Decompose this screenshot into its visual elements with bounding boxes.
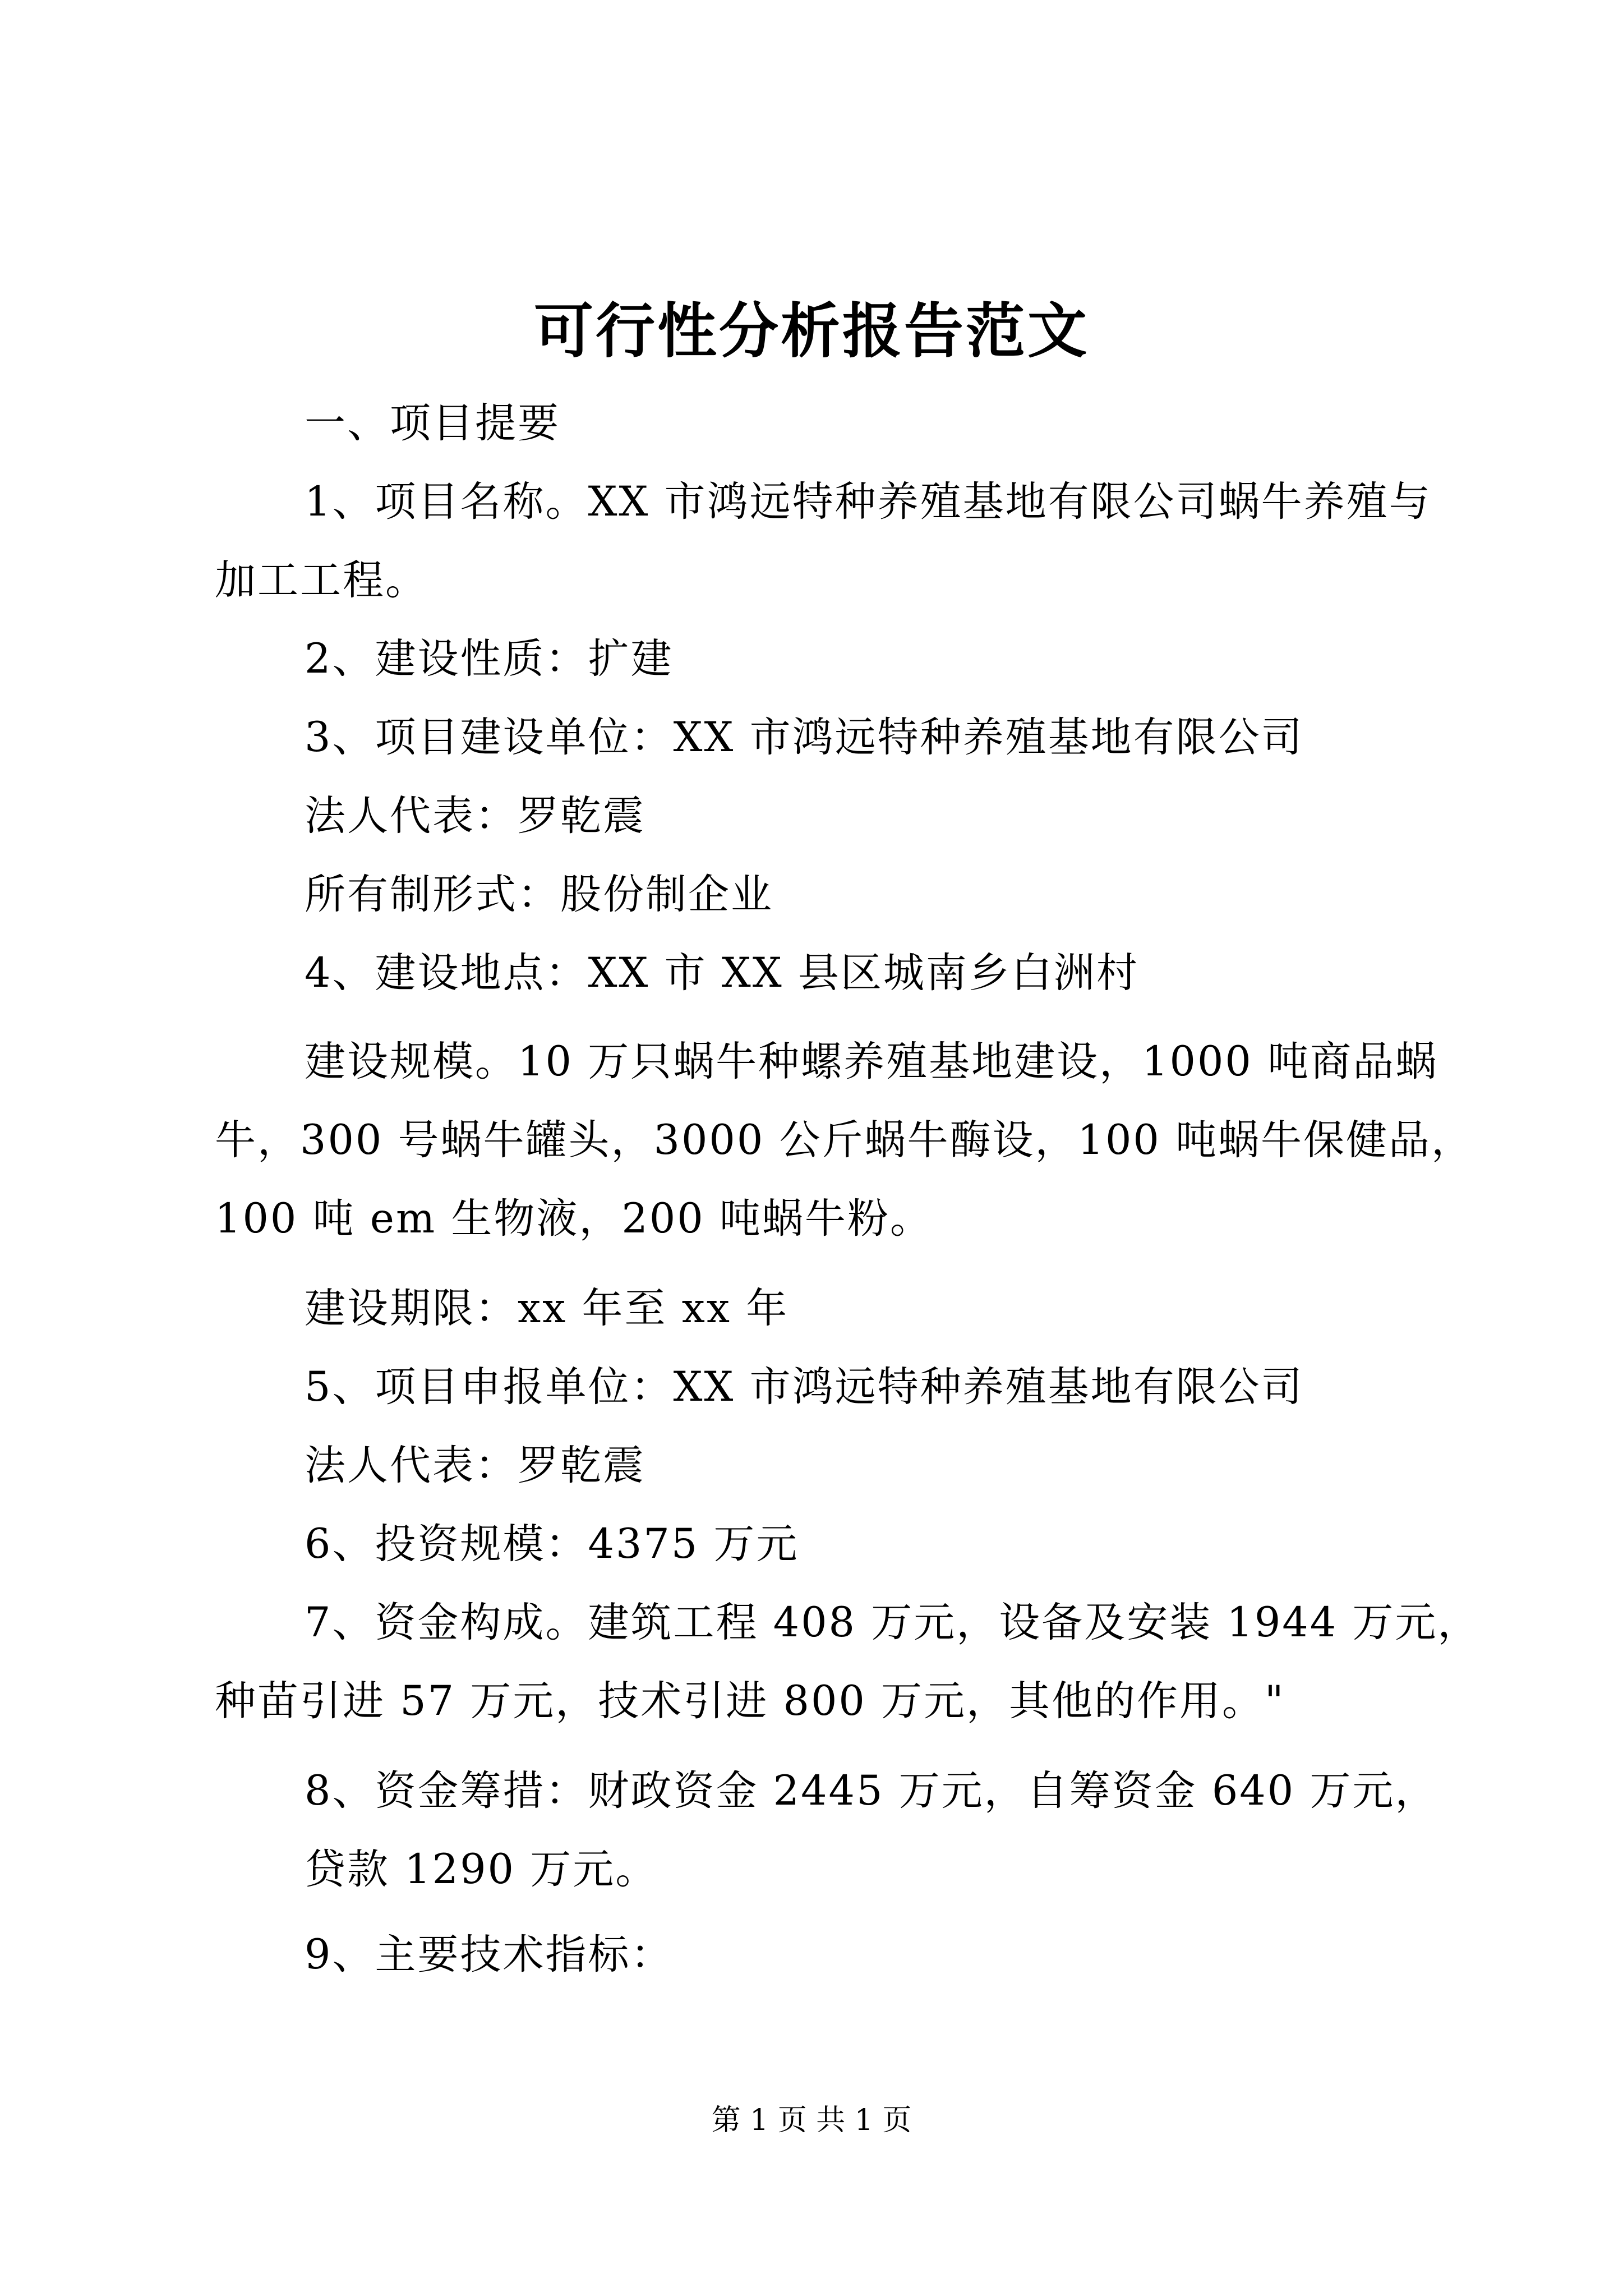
page-footer: 第 1 页 共 1 页 bbox=[711, 2104, 912, 2137]
paragraph-line: 1、项目名称。XX 市鸿远特种养殖基地有限公司蜗牛养殖与 bbox=[305, 478, 1432, 526]
paragraph-line: 法人代表：罗乾震 bbox=[305, 1442, 645, 1489]
paragraph-line: 100 吨 em 生物液，200 吨蜗牛粉。 bbox=[215, 1195, 933, 1243]
paragraph-line: 法人代表：罗乾震 bbox=[305, 792, 645, 840]
paragraph-line: 8、资金筹措：财政资金 2445 万元，自筹资金 640 万元， bbox=[305, 1767, 1438, 1815]
paragraph-line: 建设期限：xx 年至 xx 年 bbox=[305, 1285, 789, 1332]
paragraph-line: 6、投资规模：4375 万元 bbox=[305, 1520, 799, 1568]
paragraph-line: 9、主要技术指标： bbox=[305, 1931, 674, 1978]
paragraph-line: 建设规模。10 万只蜗牛种螺养殖基地建设，1000 吨商品蜗 bbox=[305, 1038, 1438, 1085]
document-title: 可行性分析报告范文 bbox=[534, 296, 1089, 366]
paragraph-line: 7、资金构成。建筑工程 408 万元，设备及安装 1944 万元， bbox=[305, 1599, 1481, 1646]
paragraph-line: 3、项目建设单位：XX 市鸿远特种养殖基地有限公司 bbox=[305, 714, 1304, 761]
paragraph-line: 4、建设地点：XX 市 XX 县区城南乡白洲村 bbox=[305, 949, 1139, 997]
paragraph-line: 加工工程。 bbox=[215, 556, 428, 604]
paragraph-line: 2、建设性质：扩建 bbox=[305, 635, 674, 683]
paragraph-line: 所有制形式：股份制企业 bbox=[305, 871, 773, 918]
paragraph-line: 5、项目申报单位：XX 市鸿远特种养殖基地有限公司 bbox=[305, 1363, 1304, 1411]
section-heading: 一、项目提要 bbox=[305, 399, 560, 447]
paragraph-line: 贷款 1290 万元。 bbox=[305, 1846, 658, 1893]
paragraph-line: 种苗引进 57 万元，技术引进 800 万元，其他的作用。" bbox=[215, 1677, 1285, 1725]
paragraph-line: 牛，300 号蜗牛罐头，3000 公斤蜗牛酶设，100 吨蜗牛保健品， bbox=[215, 1116, 1474, 1164]
